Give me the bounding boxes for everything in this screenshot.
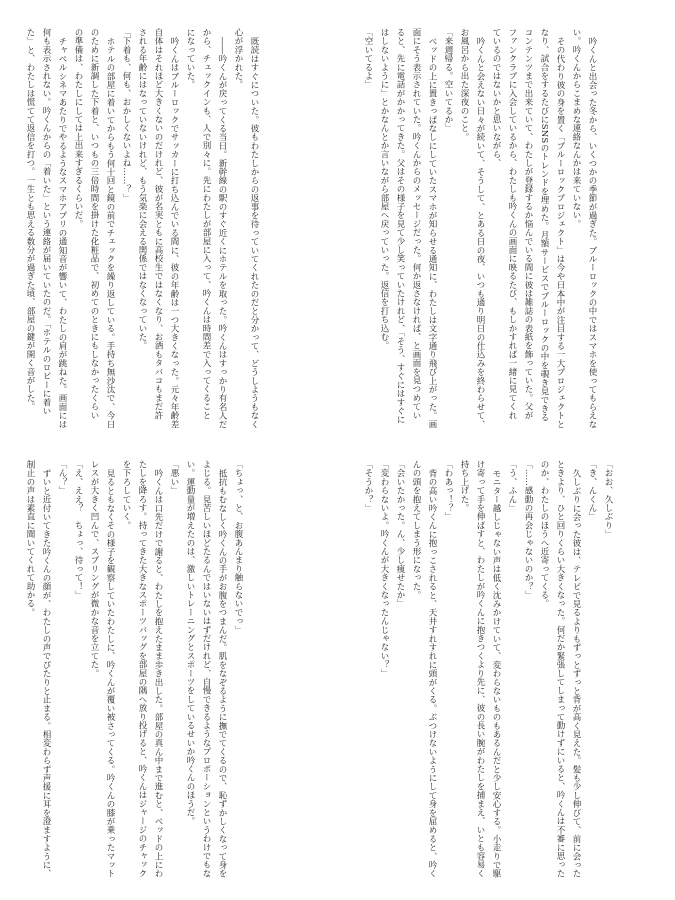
dialogue-line: 「下着も、何も、おかしくないよね……？」 bbox=[121, 28, 131, 202]
dialogue-line: 「う、ふん」 bbox=[507, 460, 517, 513]
dialogue-line: 「来週帰る。空いてるか」 bbox=[443, 28, 453, 133]
dialogue-line: 「おお、久しぶり」 bbox=[603, 460, 613, 539]
vertical-text-column-block bbox=[360, 28, 600, 428]
dialogue-line: 「そうか？」 bbox=[363, 460, 373, 513]
dialogue-line: 「悪い」 bbox=[169, 460, 179, 495]
dialogue-line: 「ちょっ、と、お腹あんまり触らないでっ」 bbox=[233, 460, 243, 634]
paragraph: その代わり彼の身を置く「ブルーロックプロジェクト」は今や日本中が注目する一大プロジェクトとなり、試合をするたびにSNSのトレンドを埋めた。月額サービスでブルーロックの中を覗き見できるコンテンツまで出来ていて、わたしが登録するか悩んでいる間に彼は雑誌の表紙を飾っていた。父がファンクラブに入会しているから、わたしも吟くんの画面に映るたび、もしかすれば一緒に見てくれているのではないかと思いながら、 bbox=[491, 28, 565, 428]
paragraph: ずいと近付いてきた吟くんの顔が、わたしの声でぴたりと止まる。相変わらず声援に耳を澄ますように、制止の声は素直に聞いてくれて助かる。 bbox=[25, 460, 51, 878]
vertical-text-column-block bbox=[360, 460, 616, 880]
page-top-left bbox=[22, 28, 342, 428]
dialogue-line: 「……感動の再会じゃないのか？」 bbox=[523, 460, 533, 600]
paragraph: ――吟くんが戻ってくる当日。新幹線の駅のすぐ近くにホテルを取った。吟くんはすっかり有名人だから、チェックインも、人で別々に。先にわたしが部屋に入って、吟くんは時間差で入ってくることになっていた。 bbox=[185, 28, 227, 428]
page-bottom-right bbox=[360, 460, 660, 880]
paragraph: 抵抗もむなしく吟くんの手がお腹をつまんだ。肌をなぞるように撫でてくるので、恥ずかしくなって身をよじる。見苦しいほどたるんではいないはずだけれど、自慢できるようなプロポーションというわけでもない。運動量が増えたのは、激しいトレーニングとスポーツをしているせいか吟くんのほうだ。 bbox=[185, 460, 227, 878]
dialogue-line: 「変わらないよ。吟くんが大きくなったんじゃない？」 bbox=[379, 460, 389, 678]
dialogue-line: 「き、んくん」 bbox=[587, 460, 597, 521]
paragraph: 背の高い吟くんに抱っこされると、天井すれすれに頭がくる。ぶつけないようにして身を屈めると、吟くんの頭を抱えてしまう形になった。 bbox=[411, 460, 437, 878]
paragraph: 吟くんと出会った冬から、いくつかの季節が過ぎた。ブルーロックの中ではスマホを使ってもらえない。吟くんからこまめな連絡なんかは来ていない。 bbox=[571, 28, 597, 428]
paragraph: 吟くんと会えない日々が続いて、そうして、とある日の夜、いつも通り明日の仕込みを終わらせて、お風呂から出た深夜のこと。 bbox=[459, 28, 485, 428]
vertical-text-column-block bbox=[22, 460, 246, 880]
paragraph: モニター越しじゃない声は低く沈みかけていて、変わらないものもあるんだと少し安心する。小走りで駆け寄って手を伸ばすと、わたしが吟くんに抱きつくより先に、彼の長い腕がわたしを捕まえ、いとも容易く持ち上げた。 bbox=[459, 460, 501, 878]
page-top-right bbox=[360, 28, 660, 428]
paragraph: 見るともなくその様子を観察していたわたしに、吟くんが覆い被さってくる。吟くんの膝が乗ったマットレスが大きく凹んで、スプリングが微かな音を立てた。 bbox=[89, 460, 115, 878]
page-bottom-left bbox=[22, 460, 342, 880]
paragraph: 既読はすぐについた。彼もわたしからの返事を待っていてくれたのだと分かって、どうしようもなく心が浮かれた。 bbox=[233, 28, 259, 428]
vertical-text-column-block bbox=[22, 28, 262, 428]
paragraph: 吟くんは口先だけで謝ると、わたしを抱えたまま歩き出した。部屋の真ん中まで進むと、ベッドの上にわたしを降ろす。持ってきた大きなスポーツバッグを部屋の隅へ放り投げると、吟くんはジャージのチャックを下ろしていく。 bbox=[121, 460, 163, 878]
dialogue-line: 「ん？」 bbox=[57, 460, 67, 495]
dialogue-line: 「会いたかった。ん、少し痩せたか」 bbox=[395, 460, 405, 608]
dialogue-line: 「わあっ！？」 bbox=[443, 460, 453, 521]
paragraph: ベッドの上に置きっぱなしにしていたスマホが知らせる通知に、わたしは文字通り飛び上がった。画面にそう表示されていた。吟くんからのメッセージだった。何か返さなければ、と画面を見つめていると、先に電話がかかってきた。父はその様子を見て少し笑っていたけれど、「そう、すぐにはすぐにはしないように」とかなんとか言いながら部屋へ戻っていった。返信を打ち込む。 bbox=[379, 28, 437, 428]
paragraph: 吟くんはブルーロックでサッカーに打ち込んでいる間に、彼の年齢は一つ大きくなった。元々年齢差自体はそれほど大きくないのだけれど、彼が名実ともに高校生ではなくなり、お酒もタバコもまだ許される年齢にはなっていないけれど、もう気楽に会える関係ではなくなっていた。 bbox=[137, 28, 179, 428]
dialogue-line: 「空いてるよ」 bbox=[363, 28, 373, 89]
paragraph: ホテルの部屋に着いてからもう何十回と鏡の前でチェックを繰り返している。手持ち無沙汰で、今日のために新調した下着と、いつもの三倍時間を掛けた化粧品で、初めてのときにもしなかったくらいの準備は、わたしにしては上出来すぎるくらいだ。 bbox=[73, 28, 115, 428]
dialogue-line: 「え、ええ？ ちょっ、待って！」 bbox=[73, 460, 83, 600]
paragraph: 久しぶりに会った彼は、テレビで見るよりもずっとずっと背が高く見えた。髪も少し伸びて、前に会ったときより、ひと回りくらい大きくなった。何だか緊張してしまって動けずにいると、吟くんは不審に思ったのか、わたしのほうへ近寄ってくる。 bbox=[539, 460, 581, 878]
paragraph: チャペルシネマあたりでやるようなスマホアプリの通知音が響いて、わたしの肩が跳ねた。画面には何も表示されない。吟くんからの「着いた」という連絡が届いていたのだ。「ホテルのロビーに着いた」と、わたしは慌てて返信を打つ。一生とも思える数分が過ぎた頃、部屋の鍵が開く音がした。 bbox=[25, 28, 67, 428]
